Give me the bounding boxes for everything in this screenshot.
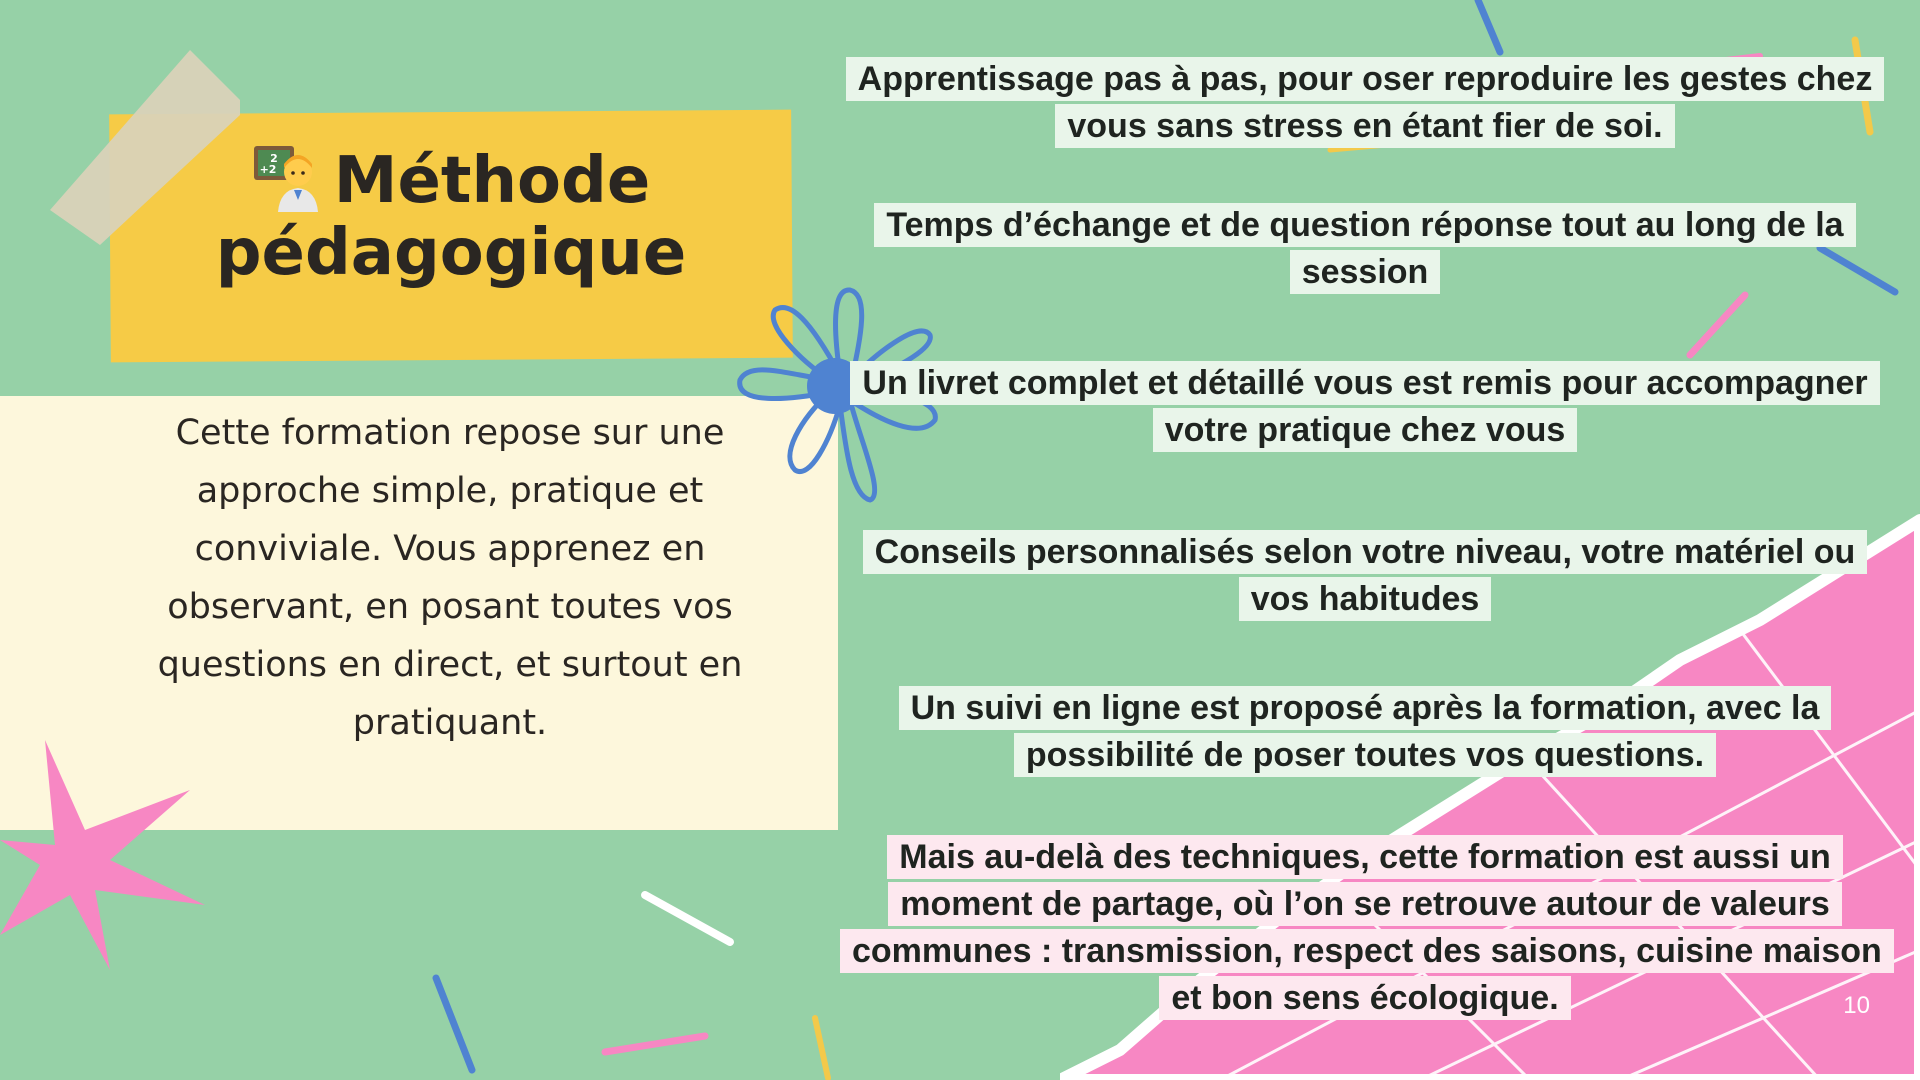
list-item: Temps d’échange et de question réponse tout au long de la session [840, 202, 1890, 296]
list-item: Apprentissage pas à pas, pour oser reproduire les gestes chez vous sans stress en étant fier de soi. [840, 56, 1890, 150]
list-item: Un suivi en ligne est proposé après la formation, avec la possibilité de poser toutes vos questions. [840, 685, 1890, 779]
list-item: Mais au-delà des techniques, cette formation est aussi un moment de partage, où l’on se retrouve autour de valeurs communes : transmission, respect des saisons, cuisine maison et bon sens écologique. [840, 834, 1890, 1022]
svg-text:2: 2 [269, 152, 278, 165]
page-number: 10 [1843, 992, 1870, 1019]
list-item: Conseils personnalisés selon votre niveau, votre matériel ou vos habitudes [840, 529, 1890, 623]
list-item: Un livret complet et détaillé vous est remis pour accompagner votre pratique chez vous [840, 360, 1890, 454]
intro-text: Cette formation repose sur une approche simple, pratique et conviviale. Vous apprenez en observant, en posant toutes vos questions en direct, et surtout en pratiquant. [157, 413, 743, 743]
title-text: Méthode pédagogique [215, 144, 687, 290]
svg-text:+2: +2 [259, 163, 277, 176]
